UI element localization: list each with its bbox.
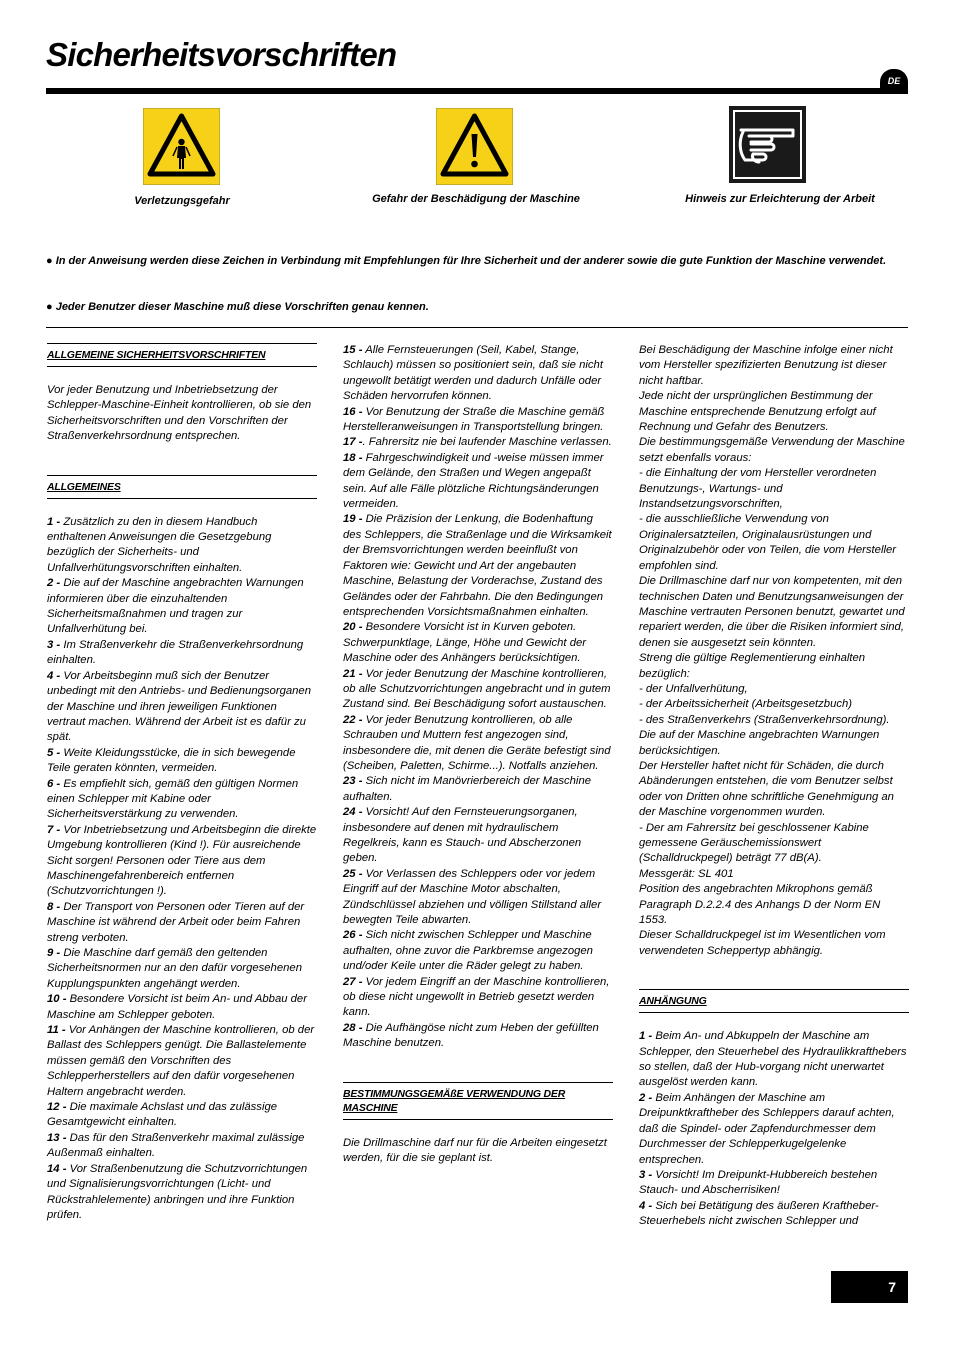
item-number: 17 - (343, 436, 363, 449)
coupling-rules-list (639, 1029, 909, 1229)
list-item (47, 638, 317, 669)
item-text: Sich bei Betätigung des äußeren Kraftheber-Steuerhebels nicht zwischen Schlepper und (639, 1199, 879, 1228)
column-1 (47, 343, 317, 1223)
item-number: 25 - (343, 867, 363, 880)
item-text: Das für den Straßenverkehr maximal zulässige Außenmaß einhalten. (47, 1131, 305, 1160)
page-number: 7 (831, 1271, 908, 1303)
list-item (343, 1021, 613, 1052)
item-text: Es empfiehlt sich, gemäß den gültigen Normen einen Schlepper mit Kabine oder Sicherheitsverstärkung zu verwenden. (47, 777, 299, 821)
item-text: Die Aufhängöse nicht zum Heben der gefüllten Maschine benutzen. (343, 1021, 599, 1050)
item-text: Vorsicht! Im Dreipunkt-Hubbereich bestehen Stauch- und Abscherrisiken! (639, 1168, 878, 1197)
list-item (343, 975, 613, 1021)
column-2 (343, 343, 613, 1167)
list-item (343, 620, 613, 666)
heading-general: ALLGEMEINES (47, 475, 317, 499)
page-title: Sicherheitsvorschriften (46, 36, 397, 73)
list-item (343, 774, 613, 805)
item-text: Besondere Vorsicht ist beim An- und Abbau der Maschine am Schlepper geboten. (47, 993, 307, 1021)
injury-warning-icon (143, 108, 220, 185)
item-number: 14 - (47, 1162, 67, 1175)
symbol-caption-injury: Verletzungsgefahr (134, 195, 230, 207)
item-number: 20 - (343, 621, 363, 634)
text-line: Bei Beschädigung der Maschine infolge einer nicht vom Hersteller spezifizierten Benutzung ist dieser nicht haftbar. (639, 344, 893, 387)
item-text: Die Präzision der Lenkung, die Bodenhaftung des Schleppers, die Straßenlage und die Wirksamkeit der Bremsvorrichtungen werden beeinflußt von Faktoren wie: Gewicht und Art der angebauten Maschine, Belastung der Vorderachse, Zustand des Geländes oder der Fahrbahn. Die den Bedingungen entsprechenden Vorsichtsmaßnahmen einhalten. (343, 513, 612, 618)
language-badge: DE (880, 69, 908, 93)
list-item (343, 435, 613, 450)
general-rules-list-continued (343, 343, 613, 1052)
list-item (47, 823, 317, 900)
item-number: 1 - (47, 515, 61, 528)
text-line: - der Arbeitssicherheit (Arbeitsgesetzbuch) (639, 698, 853, 711)
item-text: Vor jedem Eingriff an der Maschine kontrollieren, ob diese nicht ungewollt in Betrieb gesetzt werden kann. (343, 975, 610, 1019)
list-item (47, 777, 317, 823)
item-text: Beim Anhängen der Maschine am Dreipunktkraftheber des Schleppers darauf achten, daß die Spindel- oder Zapfendurchmesser dem Durchmesser der Schlepperkugelgelenke entsprechen. (639, 1091, 895, 1166)
text-line: Jede nicht der ursprünglichen Bestimmung der Maschine entsprechende Benutzung erfolgt auf Rechnung und Gefahr des Benutzers. (639, 390, 876, 434)
item-text: Vor jeder Benutzung kontrollieren, ob alle Schrauben und Muttern fest angezogen sind, insbesondere die, mit denen die Geräte befestigt sind (Scheiben, Paletten, Schirme...). Notfalls anziehen. (343, 713, 611, 772)
list-item (47, 1162, 317, 1224)
item-text: Vor Arbeitsbeginn muß sich der Benutzer unbedingt mit den Antriebs- und Bedienungsorganen der Maschine und ihren jeweiligen Funktionen vertraut machen. Während der Arbeit ist es dafür zu spät. (47, 669, 311, 744)
item-number: 16 - (343, 405, 363, 418)
list-item (343, 667, 613, 713)
list-item (47, 515, 317, 577)
section-divider (46, 327, 908, 328)
text-line: Die Drillmaschine darf nur von kompetenten, mit den technischen Daten und Benutzungsanweisungen der Maschine vertrauten Personen benutzt, gewartet und repariert werden, die über die Risiken informiert sind, denen sie ausgesetzt sein könnten. (639, 575, 905, 649)
list-item (343, 928, 613, 974)
item-text: Sich nicht im Manövrierbereich der Maschine aufhalten. (343, 775, 592, 803)
item-number: 15 - (343, 344, 363, 356)
list-item (639, 1029, 909, 1091)
list-item (343, 713, 613, 775)
text-line: Die auf der Maschine angebrachten Warnungen berücksichtigen. (639, 729, 880, 757)
pointing-hand-icon (729, 106, 806, 183)
list-item (639, 1168, 909, 1199)
text-line: - des Straßenverkehrs (Straßenverkehrsordnung). (639, 713, 890, 726)
item-number: 24 - (343, 806, 363, 819)
item-text: Vorsicht! Auf den Fernsteuerungsorganen, insbesondere auf denen mit hydraulischem Regelkreis, kann es Stauch- und Abscherzonen geben. (343, 806, 582, 865)
item-text: . Fahrersitz nie bei laufender Maschine verlassen. (362, 436, 612, 449)
item-text: Weite Kleidungsstücke, die in sich bewegende Teile geraten könnten, vermeiden. (47, 746, 296, 775)
item-text: Im Straßenverkehr die Straßenverkehrsordnung einhalten. (47, 638, 304, 667)
item-text: Vor jeder Benutzung der Maschine kontrollieren, ob alle Schutzvorrichtungen angebracht und in gutem Zustand sind. Bei Beschädigung sofort austauschen. (343, 667, 611, 711)
list-item (343, 512, 613, 620)
item-number: 4 - (639, 1199, 653, 1212)
intro-paragraph-1: ● In der Anweisung werden diese Zeichen in Verbindung mit Empfehlungen für Ihre Sicherheit und der anderer sowie die gute Funktion der Maschine verwendet. (46, 255, 887, 267)
item-number: 7 - (47, 823, 61, 836)
item-number: 12 - (47, 1101, 67, 1114)
general-safety-text: Vor jeder Benutzung und Inbetriebsetzung der Schlepper-Maschine-Einheit kontrollieren, ob sie den Sicherheitsvorschriften und den Vorschriften der Straßenverkehrsordnung entsprechen. (47, 384, 312, 443)
list-item (343, 451, 613, 513)
item-number: 4 - (47, 669, 61, 682)
list-item (343, 405, 613, 436)
general-rules-list (47, 515, 317, 1224)
list-item (639, 1199, 909, 1230)
item-number: 2 - (639, 1091, 653, 1104)
item-number: 27 - (343, 975, 363, 988)
list-item (47, 746, 317, 777)
text-line: Dieser Schalldruckpegel ist im Wesentlichen vom verwendeten Scheppertyp abhängig. (639, 929, 886, 957)
item-number: 5 - (47, 746, 61, 759)
item-number: 23 - (343, 775, 363, 788)
item-number: 26 - (343, 929, 363, 942)
item-number: 28 - (343, 1021, 363, 1034)
symbol-caption-work-tip: Hinweis zur Erleichterung der Arbeit (685, 193, 875, 205)
item-number: 11 - (47, 1024, 66, 1037)
item-text: Alle Fernsteuerungen (Seil, Kabel, Stange, Schlauch) müssen so positioniert sein, daß sie nicht ungewollt betätigt werden und dadurch Unfälle oder Schäden hervorrufen können. (343, 344, 603, 403)
intro-paragraph-2: ● Jeder Benutzer dieser Maschine muß diese Vorschriften genau kennen. (46, 301, 429, 313)
text-line: Messgerät: SL 401 (639, 867, 734, 880)
item-text: Zusätzlich zu den in diesem Handbuch enthaltenen Anweisungen die Gesetzgebung bezüglich der Sicherheits- und Unfallverhütungsvorschriften einhalten. (47, 515, 272, 574)
list-item (343, 867, 613, 929)
item-text: Beim An- und Abkuppeln der Maschine am Schlepper, den Steuerhebel des Hydraulikkrafthebers so stellen, daß der Hub-vorgang nicht unerwartet ausgelöst werden kann. (639, 1030, 907, 1089)
text-line: Position des angebrachten Mikrophons gemäß Paragraph D.2.2.4 des Anhangs D der Norm EN 1553. (639, 883, 881, 927)
list-item (47, 1023, 317, 1100)
text-line: - der Unfallverhütung, (639, 682, 748, 695)
item-number: 22 - (343, 713, 363, 726)
item-number: 3 - (639, 1168, 653, 1181)
symbol-caption-machine-damage: Gefahr der Beschädigung der Maschine (372, 193, 580, 205)
intended-use-continued (639, 343, 909, 959)
item-text: Vor Anhängen der Maschine kontrollieren, ob der Ballast des Schleppers genügt. Die Ballastelemente müssen gemäß den Vorschriften des Schlepperherstellers auf den dafür vorgesehenen Haltern angebracht werden. (47, 1024, 315, 1098)
item-number: 2 - (47, 577, 61, 590)
item-text: Die auf der Maschine angebrachten Warnungen informieren über die einzuhaltenden Sicherheitsmaßnahmen und tragen zur Unfallverhütung bei. (47, 577, 304, 636)
item-text: Vor Straßenbenutzung die Schutzvorrichtungen und Signalisierungsvorrichtungen (Licht- und Rückstrahlelemente) anbringen und ihre Funktion prüfen. (47, 1162, 308, 1221)
text-line: Streng die gültige Reglementierung einhalten bezüglich: (639, 652, 866, 680)
item-text: Vor Verlassen des Schleppers oder vor jedem Eingriff auf der Maschine Motor abschalten, Zündschlüssel abziehen und völligen Stillstand aller bewegten Teile abwarten. (343, 867, 602, 927)
intended-use-text: Die Drillmaschine darf nur für die Arbeiten eingesetzt werden, für die sie geplant ist. (343, 1136, 607, 1165)
item-number: 21 - (343, 667, 363, 680)
list-item (47, 946, 317, 992)
list-item (47, 669, 317, 746)
item-text: Vor Benutzung der Straße die Maschine gemäß Herstelleranweisungen in Transportstellung bringen. (343, 405, 605, 434)
list-item (47, 1131, 317, 1162)
item-number: 19 - (343, 513, 363, 526)
heading-general-safety: ALLGEMEINE SICHERHEITSVORSCHRIFTEN (47, 343, 317, 367)
list-item (47, 900, 317, 946)
item-number: 1 - (639, 1030, 653, 1043)
item-text: Die Maschine darf gemäß den geltenden Sicherheitsnormen nur an den dafür vorgesehenen Kupplungspunkten angehängt werden. (47, 947, 302, 990)
item-number: 8 - (47, 900, 61, 913)
list-item (47, 1100, 317, 1131)
text-line: - Der am Fahrersitz bei geschlossener Kabine gemessene Geräuschemissionswert (Schalldruckpegel) beträgt 77 dB(A). (639, 821, 869, 865)
text-line: Die bestimmungsgemäße Verwendung der Maschine setzt ebenfalls voraus: (639, 436, 905, 464)
title-rule (46, 88, 908, 94)
heading-intended-use: BESTIMMUNGSGEMÄßE VERWENDUNG DER MASCHINE (343, 1082, 613, 1120)
text-line: - die ausschließliche Verwendung von Originalersatzteilen, Originalausrüstungen und Originalzubehör oder von Teilen, die vom Hersteller empfohlen sind. (639, 513, 897, 572)
item-text: Die maximale Achslast und das zulässige Gesamtgewicht einhalten. (47, 1101, 278, 1129)
column-3 (639, 343, 909, 1230)
item-number: 3 - (47, 638, 61, 651)
text-line: Der Hersteller haftet nicht für Schäden, die durch Abänderungen entstehen, die vom Benutzer selbst oder von Dritten ohne schriftliche Genehmigung an der Maschine vorgenommen wurden. (639, 759, 894, 819)
item-number: 13 - (47, 1131, 67, 1144)
list-item (47, 576, 317, 638)
list-item (343, 343, 613, 405)
item-text: Fahrgeschwindigkeit und -weise müssen immer dem Gelände, den Straßen und Wegen angepaßt sein. Auf alle Fälle plötzliche Richtungsänderungen vermeiden. (343, 451, 604, 511)
item-number: 9 - (47, 947, 61, 959)
item-text: Der Transport von Personen oder Tieren auf der Maschine ist während der Arbeit oder beim Fahren streng verboten. (47, 900, 305, 944)
item-number: 10 - (47, 993, 67, 1006)
text-line: - die Einhaltung der vom Hersteller verordneten Benutzungs-, Wartungs- und Instandsetzungsvorschriften, (639, 467, 877, 511)
item-text: Besondere Vorsicht ist in Kurven geboten. Schwerpunktlage, Länge, Höhe und Gewicht der Maschine oder des Anhängers berücksichtigen. (343, 621, 587, 665)
item-text: Sich nicht zwischen Schlepper und Maschine aufhalten, ohne zuvor die Parkbremse angezogen und/oder Keile unter die Räder gelegt zu haben. (343, 929, 593, 973)
heading-coupling: ANHÄNGUNG (639, 989, 909, 1013)
warning-triangle-icon (436, 108, 513, 185)
item-number: 18 - (343, 451, 363, 464)
list-item (343, 805, 613, 867)
item-number: 6 - (47, 777, 61, 790)
item-text: Vor Inbetriebsetzung und Arbeitsbeginn die direkte Umgebung kontrollieren (Kind !). Für ausreichende Sicht sorgen! Personen oder Tiere aus dem Maschinengefahrenbereich entfernen (Schutzvorrichtungen !). (47, 823, 317, 898)
list-item (47, 992, 317, 1023)
list-item (639, 1091, 909, 1168)
